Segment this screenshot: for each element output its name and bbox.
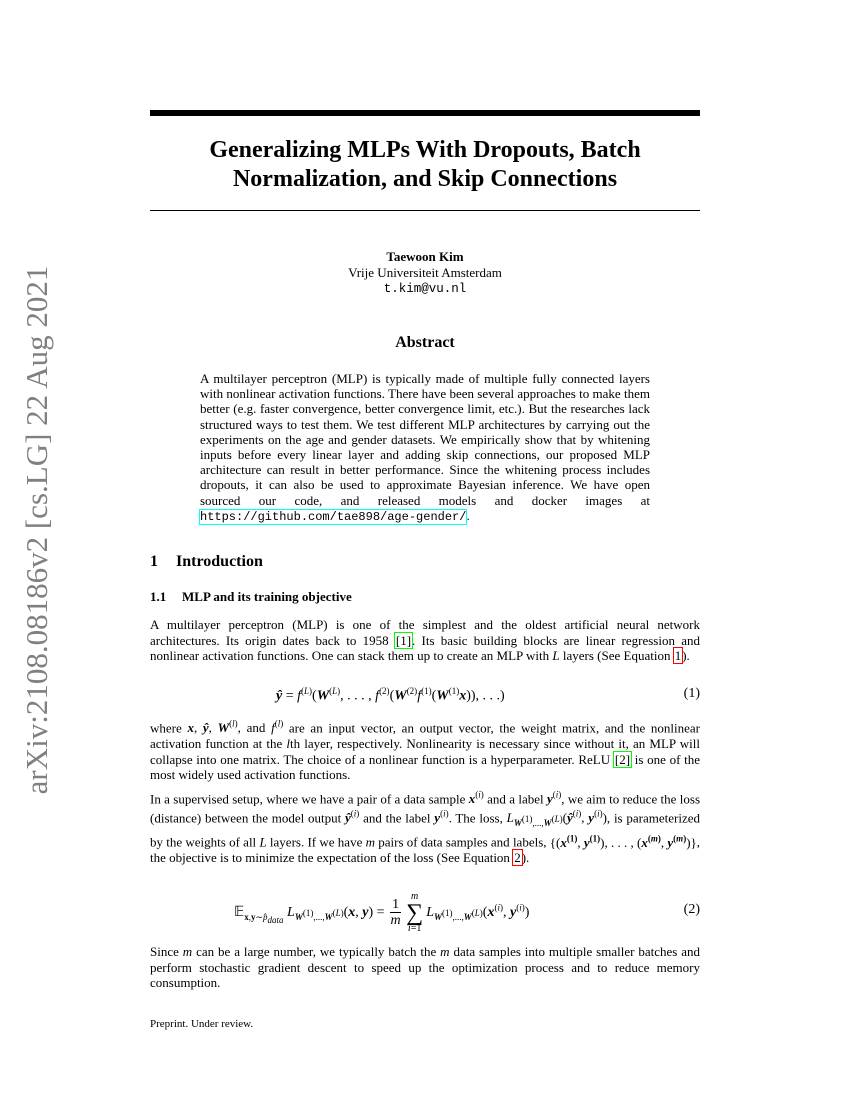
p2-text-d: is one of the most widely used activation functions. [150,751,700,783]
equation-1-formula: ŷ = $f^{(L)}(W^{(L)}$, . . . , $f^{(2)}(W^{(2)}f^{(1)}(W^{(1)}x))$, . . .) [276,686,505,704]
equation-1-ref-link[interactable]: 1 [674,648,682,664]
p3-var-l: L [259,834,267,850]
author-block [150,249,700,297]
p3-text-i: , the objective is to minimize the expectation of the loss (See Equation [150,834,701,866]
paragraph-batching [150,944,700,991]
p3-text-d: and the label [359,810,435,826]
p2-text-c: th layer, respectively. Nonlinearity is necessary since without it, an MLP will collapse into one matrix. The choice of a nonlinear function is a hyperparameter. ReLU [150,735,701,767]
section-number: 1 [150,553,158,570]
p3-text-b: and a label [483,791,547,807]
p3-text-f: , is parameterized by the weights of all [150,810,700,850]
p3-text-g: layers. If we have [266,834,366,850]
paragraph-notation [150,717,700,783]
abstract-heading: Abstract [395,334,455,351]
abstract-text: A multilayer perceptron (MLP) is typically made of multiple fully connected layers with nonlinear activation functions. There have been several approaches to make them better (e.g. faster convergence, better convergence limit, etc.). But the researches lack structured ways to test them. We test different MLP architectures by carrying out the experiments on the age and gender datasets. We empirically show that by whitening inputs before every linear layer and adding skip connections, our proposed MLP architecture can result in better performance. Since the whitening process includes dropouts, it can also be used to approximate Bayesian inference. We have open sourced our code, and released models and docker images at [200,371,650,508]
p3-sym-yhat: $ŷ^{(i)}$ [345,808,360,826]
paper-title [150,136,700,194]
preprint-footer: Preprint. Under review. [150,1018,254,1030]
p3-sym-x: $x^{(i)}$ [468,790,484,807]
author-name: Taewoon Kim [386,249,464,264]
subsection-mlp-heading [150,589,352,605]
p3-sym-loss: $L_{W^{(1)},...,W^{(L)}}(ŷ^{(i)}$, $y^{(i)}$) [506,808,607,828]
p4-text-c: data samples into multiple smaller batches and perform stochastic gradient descent to speed up the optimization process and to reduce memory consumption. [150,944,700,991]
title-line-1: Generalizing MLPs With Dropouts, Batch [209,137,641,163]
equation-2-number: (2) [683,902,700,917]
p4-text-a: Since [150,944,183,959]
subsection-number: 1.1 [150,589,167,604]
p1-text-c: layers (See Equation [559,648,674,664]
p1-text-b: . Its basic building blocks are linear regression and nonlinear activation functions. One can stack them up to create an MLP with [150,632,700,664]
section-introduction-heading [150,553,263,571]
summation-symbol: m ∑ i=1 [406,891,424,934]
equation-2-ref-link[interactable]: 2 [514,850,521,866]
p3-sym-y: $y^{(i)}$ [546,790,562,807]
title-line-2: Normalization, and Skip Connections [232,166,618,192]
p3-text-a: In a supervised setup, where we have a pair of a data sample [150,791,469,807]
abstract-body [200,371,650,525]
p1-var-l: L [552,648,560,664]
p1-text-a: A multilayer perceptron (MLP) is one of the simplest and the oldest artificial neural network architectures. Its origin dates back to 1958 [150,617,700,648]
equation-2-formula: 𝔼$_{x,y\sim p̂_{data}}$ $L_{W^{(1)},...,W^{(L)}}(x$, y) = $\frac{1}{m}$ m ∑ $i=1L_{W^{(1)},...,W^{(L)}}(x^{(i)}$, $y^{(i)}$) [234,891,530,934]
github-link[interactable]: https://github.com/tae898/age-gender/ [200,509,467,524]
section-title: Introduction [176,553,263,570]
subsection-title: MLP and its training objective [182,589,352,604]
p3-text-j: ). [521,850,530,866]
title-bottom-rule [150,210,700,211]
p1-text-d: ). [682,648,690,664]
citation-2-link[interactable]: [2] [614,751,631,767]
paragraph-mlp-intro [150,617,700,664]
abstract-end: . [466,507,470,523]
p3-text-h: pairs of data samples and labels, [375,834,550,850]
arxiv-identifier-stamp: arXiv:2108.08186v2 [cs.LG] 22 Aug 2021 [19,265,54,795]
fraction-1-over-m: $\frac{1}{m}$ [390,896,401,928]
p3-text-c: , we aim to reduce the loss (distance) between the model output [150,791,701,826]
p3-sym-set: {($x^{(1)}$, $y^{(1)}$), . . . , ($x^{(m)}$, $y^{(m)}$)} [549,833,697,850]
p3-var-m: m [365,834,375,850]
p3-sym-y2: $y^{(i)}$ [434,808,449,826]
citation-1-link[interactable]: [1] [395,632,412,648]
title-top-rule [150,110,700,116]
author-email[interactable]: t.kim@vu.nl [383,282,467,296]
author-affiliation: Vrije Universiteit Amsterdam [348,265,502,280]
p2-text-a: where [150,720,188,736]
p4-var-m: m [182,944,193,959]
p4-var-m2: m [440,944,450,959]
p2-var-l: l [286,735,290,751]
p2-symbols: x, ŷ, $W^{(l)}$, and $f^{(l)}$ [187,719,284,736]
equation-1-number: (1) [683,686,700,701]
p2-text-b: are an input vector, an output vector, the weight matrix, and the nonlinear activation function at the [150,720,700,751]
p4-text-b: can be a large number, we typically batch the [192,944,441,959]
paragraph-supervised-setup [150,788,700,866]
p3-text-e: . The loss, [448,810,507,826]
